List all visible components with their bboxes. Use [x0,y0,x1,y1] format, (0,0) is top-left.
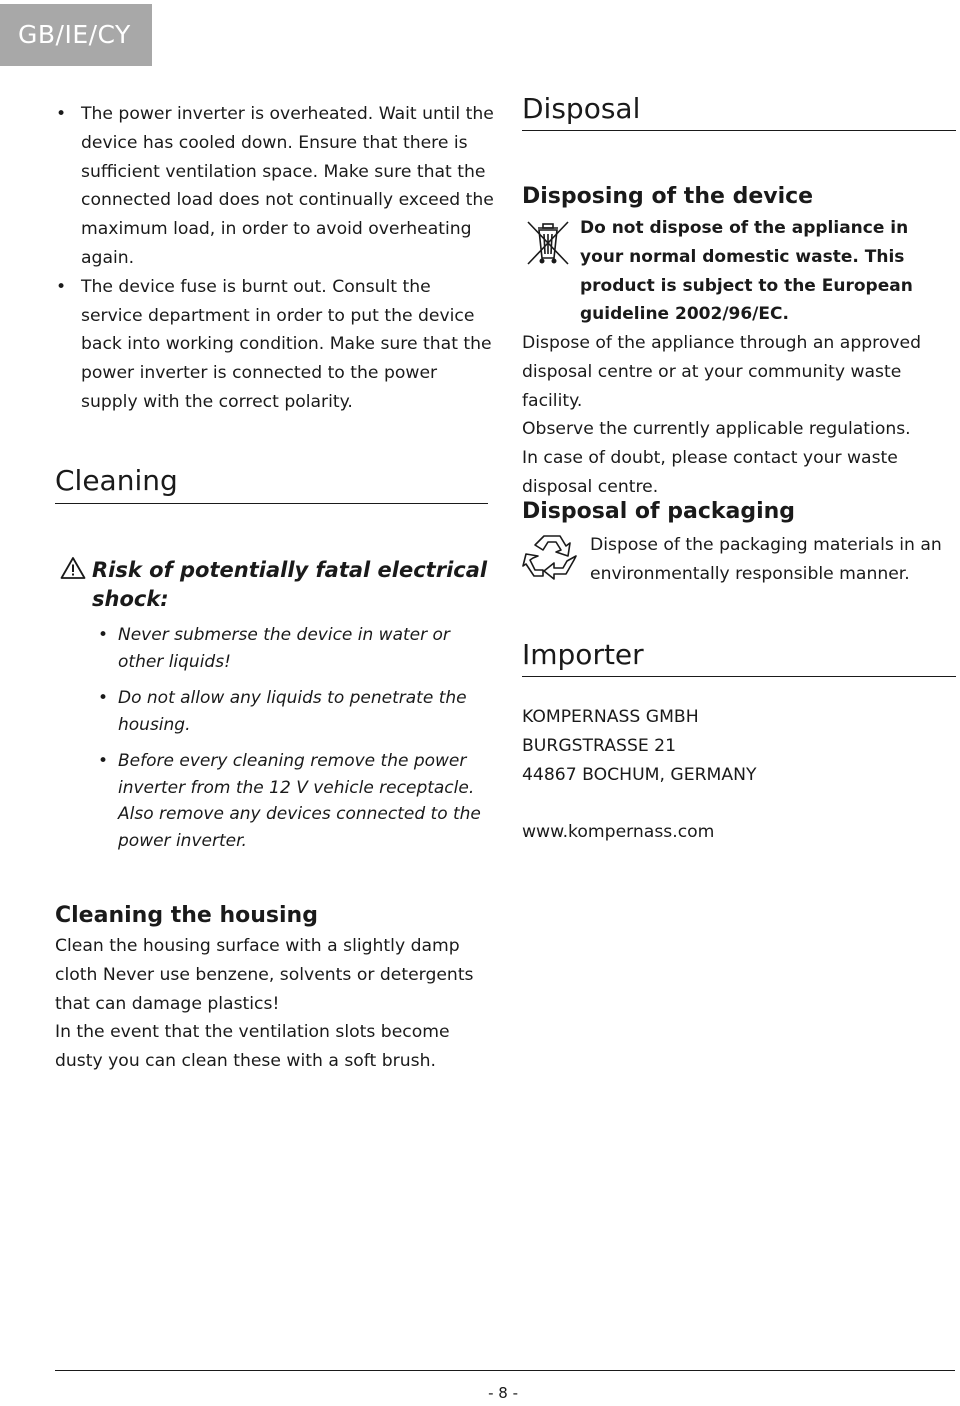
address-line: BURGSTRASSE 21 [522,735,677,756]
disposal-text-line: Dispose of the appliance through an approved disposal centre or at your community waste facility. [522,333,921,411]
importer-rule [522,676,956,677]
warning-triangle-icon [60,556,86,588]
warning-title-text: Risk of potentially fatal electrical shock: [92,558,488,611]
cleaning-housing-section [55,900,485,1076]
cleaning-heading: Cleaning [55,464,178,497]
importer-heading: Importer [522,638,644,671]
device-disposal-text [522,329,954,502]
recycle-icon [522,530,582,590]
device-warning-text: Do not dispose of the appliance in your normal domestic waste. This product is subject to the European guideline 2002/96/EC. [580,218,913,325]
language-tab: GB/IE/CY [0,4,152,66]
cleaning-housing-text: Clean the housing surface with a slightly damp cloth Never use benzene, solvents or detergents that can damage plastics! [55,936,474,1014]
address-line: 44867 BOCHUM, GERMANY [522,764,757,785]
disposal-packaging-heading: Disposal of packaging [522,499,796,524]
cleaning-housing-heading: Cleaning the housing [55,903,318,928]
troubleshooting-list [55,100,495,417]
list-item: • Before every cleaning remove the power inverter from the 12 V vehicle receptacle. Also remove any devices connected to the power inverter. [98,748,493,854]
disposing-device-heading: Disposing of the device [522,184,814,209]
list-item: • The device fuse is burnt out. Consult the service department in order to put the device back into working condition. Make sure that the power inverter is connected to the power supply with the correct polarity. [55,273,495,417]
page-number: - 8 - [488,1384,518,1402]
website-link[interactable]: www.kompernass.com [522,822,715,842]
warning-list [98,622,493,864]
list-item: • Do not allow any liquids to penetrate the housing. [98,685,493,738]
cleaning-rule [55,503,488,504]
disposal-text-line: In case of doubt, please contact your waste disposal centre. [522,448,898,497]
crossed-out-bin-icon [522,218,574,274]
disposal-text-line: Observe the currently applicable regulations. [522,419,911,440]
cleaning-housing-text-2: In the event that the ventilation slots become dusty you can clean these with a soft brush. [55,1022,450,1072]
list-item: • The power inverter is overheated. Wait until the device has cooled down. Ensure that there is sufficient ventilation space. Make sure that the connected load does not continually exceed the maximum load, in order to avoid overheating again. [55,100,495,273]
disposal-rule [522,130,956,131]
warning-title [60,556,490,614]
address-line: KOMPERNASS GMBH [522,707,699,727]
importer-address [522,703,756,789]
list-item: • Never submerse the device in water or other liquids! [98,622,493,675]
disposal-heading: Disposal [522,92,641,125]
footer-rule [55,1370,955,1371]
packaging-text: Dispose of the packaging materials in an environmentally responsible manner. [590,535,942,584]
